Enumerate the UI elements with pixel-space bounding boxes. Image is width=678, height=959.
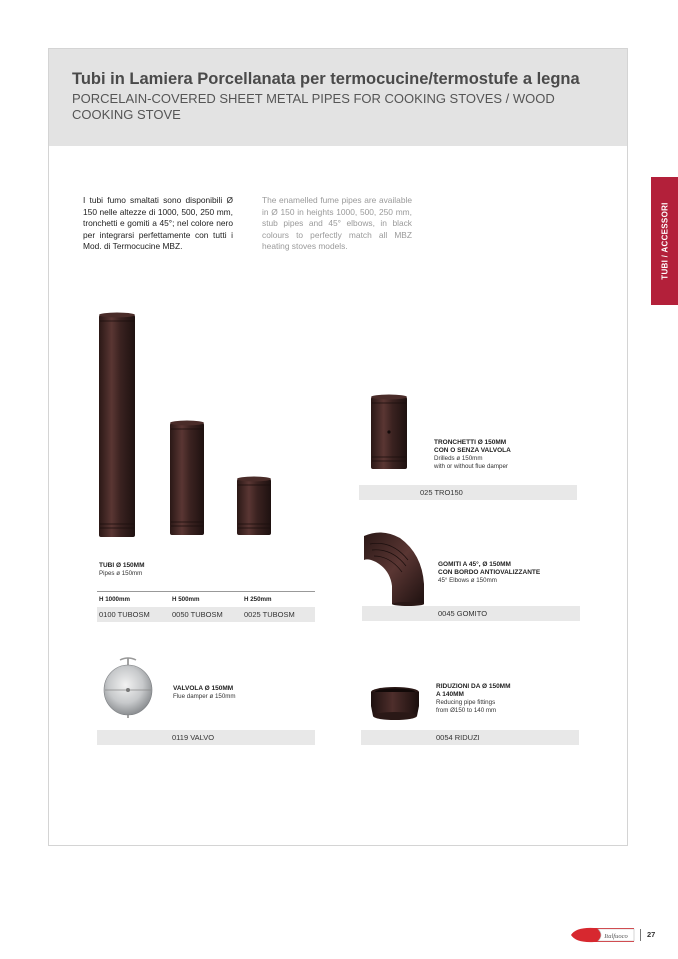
riduzioni-title-2: A 140MM — [436, 691, 464, 698]
valvola-code-bar — [97, 730, 315, 745]
intro-english: The enamelled fume pipes are available in Ø 150 in heights 1000, 500, 250 mm, stub pipes and 45° elbows, in black colours to perfectly match all MBZ heating stoves models. — [262, 195, 412, 251]
side-tab-label: TUBI / ACCESSORI — [660, 202, 669, 280]
pipes-code-500: 0050 TUBOSM — [172, 610, 223, 619]
tronchetti-code-bar — [359, 485, 577, 500]
pipes-subtitle: Pipes ø 150mm — [99, 570, 143, 577]
valvola-code: 0119 VALVO — [172, 733, 215, 742]
valvola-title-1: VALVOLA Ø 150MM — [173, 685, 234, 692]
pipes-code-250: 0025 TUBOSM — [244, 610, 295, 619]
page-number: 27 — [647, 930, 656, 939]
elbow-image — [362, 526, 430, 606]
footer-separator — [640, 929, 641, 941]
pipe-250-image — [236, 476, 272, 538]
valvola-label — [173, 685, 236, 701]
side-tab[interactable] — [651, 177, 678, 305]
riduzioni-sub-2: from Ø150 to 140 mm — [436, 707, 497, 714]
tronchetti-sub-1: Drilleds ø 150mm — [434, 455, 483, 462]
page-title: Tubi in Lamiera Porcellanata per termocucine/termostufe a legna — [72, 70, 580, 88]
pipe-500-image — [169, 420, 205, 538]
tronchetti-code: 025 TRO150 — [420, 488, 463, 497]
intro-italian: I tubi fumo smaltati sono disponibili Ø 150 nelle altezze di 1000, 500, 250 mm, tronchetti e gomiti a 45°; nel colore nero per integrarsi perfettamente con tutti i Mod. di Termocucine MBZ. — [83, 195, 233, 251]
gomiti-label — [438, 561, 540, 585]
pipes-height-1000: H 1000mm — [99, 596, 130, 603]
pipes-label — [99, 562, 145, 578]
page-subtitle: PORCELAIN-COVERED SHEET METAL PIPES FOR COOKING STOVES / WOOD COOKING STOVE — [72, 91, 555, 122]
riduzioni-code: 0054 RIDUZI — [436, 733, 480, 742]
pipes-title: TUBI Ø 150MM — [99, 562, 145, 569]
pipes-code-1000: 0100 TUBOSM — [99, 610, 150, 619]
pipes-height-500: H 500mm — [172, 596, 200, 603]
gomiti-title-1: GOMITI A 45°, Ø 150MM — [438, 561, 511, 568]
brand-logo[interactable] — [570, 925, 636, 945]
tronchetti-sub-2: with or without flue damper — [434, 463, 508, 470]
tronchetti-title-2: CON O SENZA VALVOLA — [434, 447, 511, 454]
pipes-table-rule — [97, 591, 315, 592]
gomiti-title-2: CON BORDO ANTIOVALIZZANTE — [438, 569, 541, 576]
riduzioni-label — [436, 683, 511, 715]
riduzioni-code-bar — [361, 730, 579, 745]
valvola-sub-1: Flue damper ø 150mm — [173, 693, 236, 700]
riduzioni-title-1: RIDUZIONI DA Ø 150MM — [436, 683, 511, 690]
brand-logo-text: Italfuoco — [604, 933, 628, 940]
gomiti-code-bar — [362, 606, 580, 621]
tronchetto-image — [370, 394, 408, 472]
tronchetti-label — [434, 439, 511, 471]
gomiti-code: 0045 GOMITO — [438, 609, 488, 618]
tronchetti-title-1: TRONCHETTI Ø 150MM — [434, 439, 507, 446]
pipes-height-250: H 250mm — [244, 596, 272, 603]
pipe-1000-image — [98, 312, 136, 540]
damper-image — [100, 656, 156, 720]
gomiti-sub-1: 45° Elbows ø 150mm — [438, 577, 497, 584]
riduzioni-sub-1: Reducing pipe fittings — [436, 699, 496, 706]
reducer-image — [368, 686, 422, 722]
